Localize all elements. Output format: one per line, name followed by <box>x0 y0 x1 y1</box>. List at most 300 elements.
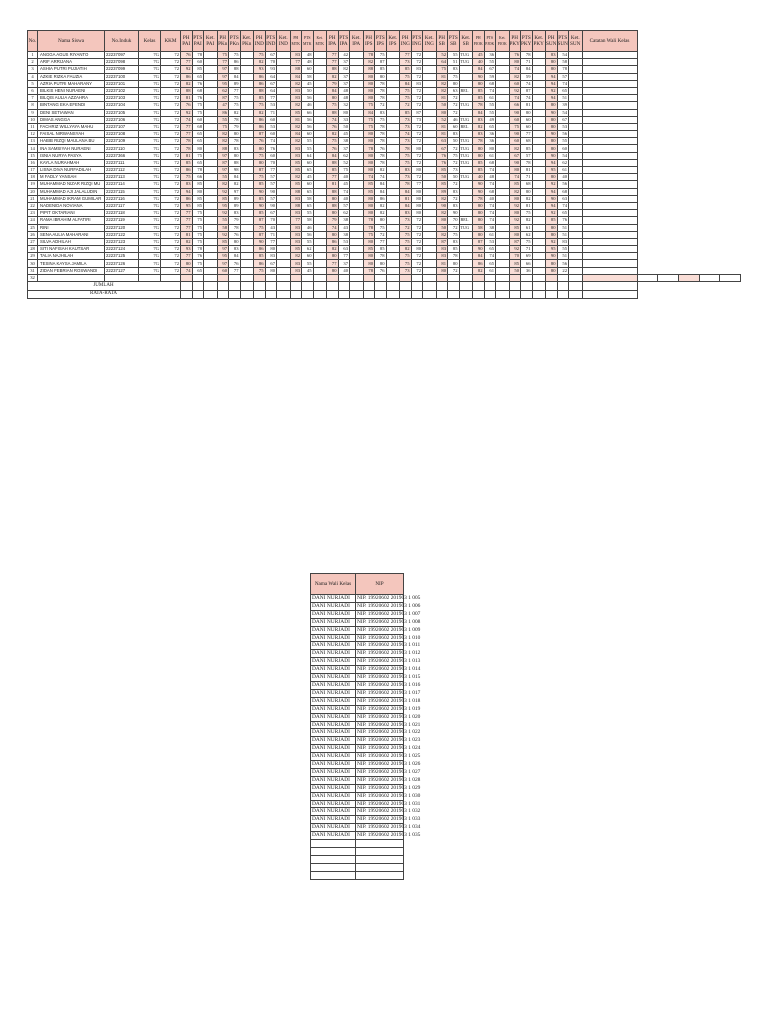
table-cell: 82 <box>217 131 229 138</box>
table-cell: 80 <box>363 95 375 102</box>
table-cell: 86 <box>217 109 229 116</box>
table-cell: 72 <box>161 52 181 59</box>
table-cell <box>459 202 473 209</box>
table-cell: 81 <box>181 231 193 238</box>
wali-name-cell: DANI NURJADI <box>311 776 356 784</box>
table-cell <box>423 109 437 116</box>
student-row <box>28 188 741 195</box>
table-cell: 7G <box>139 123 161 130</box>
table-cell <box>240 52 254 59</box>
table-cell: 73 <box>400 217 412 224</box>
table-cell: 65 <box>302 202 314 209</box>
table-cell: 40 <box>473 59 485 66</box>
table-cell <box>240 253 254 260</box>
table-cell: 83 <box>557 238 569 245</box>
table-cell <box>240 95 254 102</box>
homeroom-row <box>311 721 404 729</box>
table-cell: 55 <box>302 138 314 145</box>
table-cell: 78 <box>192 246 204 253</box>
table-cell: 7G <box>139 80 161 87</box>
table-cell: 88 <box>327 109 339 116</box>
homeroom-note-cell <box>582 174 637 181</box>
table-cell: 61 <box>484 231 496 238</box>
table-cell <box>277 238 291 245</box>
homeroom-note-cell <box>582 181 637 188</box>
table-cell <box>204 290 218 299</box>
homeroom-teacher-table <box>310 573 421 880</box>
table-cell: 7G <box>139 138 161 145</box>
table-cell <box>277 167 291 174</box>
nip-cell <box>356 840 404 848</box>
table-cell: 80 <box>509 59 521 66</box>
table-cell: 82 <box>254 59 266 66</box>
table-cell: 86 <box>254 123 266 130</box>
table-cell: 75 <box>254 102 266 109</box>
table-cell <box>459 95 473 102</box>
table-cell: 75 <box>192 217 204 224</box>
table-cell <box>532 80 546 87</box>
table-cell <box>386 167 400 174</box>
table-cell <box>496 145 510 152</box>
table-cell: TUG <box>459 116 473 123</box>
table-cell <box>350 73 364 80</box>
table-cell: 72 <box>448 95 460 102</box>
table-cell: 80 <box>363 260 375 267</box>
table-cell: 22237103 <box>105 95 139 102</box>
table-cell <box>181 274 193 281</box>
table-cell: 80 <box>327 210 339 217</box>
table-cell: 56 <box>302 95 314 102</box>
table-cell: 59 <box>484 73 496 80</box>
wali-name-cell: DANI NURJADI <box>311 753 356 761</box>
table-cell <box>265 274 277 281</box>
homeroom-note-cell <box>582 159 637 166</box>
column-header: PH ING <box>400 31 412 52</box>
table-cell: 85 <box>436 181 448 188</box>
table-cell: 80 <box>265 267 277 274</box>
table-cell <box>350 253 364 260</box>
table-cell <box>254 290 266 299</box>
table-cell <box>240 145 254 152</box>
table-cell <box>313 145 327 152</box>
table-cell: 72 <box>161 181 181 188</box>
table-cell: 92 <box>509 202 521 209</box>
table-cell <box>240 59 254 66</box>
table-cell: 68 <box>192 123 204 130</box>
table-cell: 87 <box>254 217 266 224</box>
table-cell: 77 <box>375 238 387 245</box>
student-row <box>28 174 741 181</box>
table-cell <box>411 274 423 281</box>
table-cell: TUG <box>459 152 473 159</box>
table-cell: 75 <box>327 138 339 145</box>
table-cell <box>532 282 546 291</box>
table-cell <box>204 181 218 188</box>
table-cell: 72 <box>411 95 423 102</box>
student-row <box>28 195 741 202</box>
table-cell <box>546 282 558 291</box>
table-cell: 97 <box>217 73 229 80</box>
table-cell <box>277 260 291 267</box>
wali-name-cell: DANI NURJADI <box>311 761 356 769</box>
table-cell: 75 <box>400 231 412 238</box>
table-cell: 83 <box>448 238 460 245</box>
table-cell: 64 <box>436 59 448 66</box>
homeroom-row <box>311 855 404 863</box>
wali-name-cell: DANI NURJADI <box>311 650 356 658</box>
table-cell: 73 <box>448 167 460 174</box>
table-cell <box>386 188 400 195</box>
table-cell <box>313 188 327 195</box>
table-cell: 75 <box>400 87 412 94</box>
table-cell: 80 <box>546 66 558 73</box>
table-cell <box>557 282 569 291</box>
table-cell: 37 <box>338 73 350 80</box>
table-cell: NADENIDA NOVIANA <box>38 202 105 209</box>
column-header: No. <box>28 31 38 52</box>
table-cell <box>423 80 437 87</box>
table-cell: 78 <box>229 116 241 123</box>
table-cell: 60 <box>448 123 460 130</box>
table-cell <box>496 167 510 174</box>
table-cell: 59 <box>521 73 533 80</box>
table-cell: 83 <box>400 167 412 174</box>
table-cell: 40 <box>338 174 350 181</box>
table-cell <box>313 260 327 267</box>
column-header: Ket. PKY <box>532 31 546 52</box>
table-cell: 83 <box>181 181 193 188</box>
table-cell: 77 <box>229 87 241 94</box>
table-cell: 7G <box>139 159 161 166</box>
table-cell: 77 <box>400 52 412 59</box>
table-cell: 22237102 <box>105 87 139 94</box>
table-cell <box>496 181 510 188</box>
table-cell: 81 <box>521 202 533 209</box>
table-cell: 95 <box>546 246 558 253</box>
table-cell <box>313 282 327 291</box>
table-cell: 86 <box>254 80 266 87</box>
table-cell: 97 <box>217 167 229 174</box>
table-cell: 55 <box>217 217 229 224</box>
table-cell: 75 <box>448 231 460 238</box>
table-cell: 78 <box>192 167 204 174</box>
table-cell: 92 <box>181 66 193 73</box>
table-cell <box>350 95 364 102</box>
table-cell: 72 <box>161 131 181 138</box>
table-cell: 82 <box>436 195 448 202</box>
table-cell: 55 <box>557 138 569 145</box>
table-cell: 71 <box>265 231 277 238</box>
table-cell <box>484 274 496 281</box>
table-cell <box>313 174 327 181</box>
table-cell <box>240 159 254 166</box>
nip-cell: NIP. 19920602 201903 1 020 <box>357 713 421 720</box>
table-cell: 94 <box>546 80 558 87</box>
table-cell <box>386 159 400 166</box>
table-cell <box>569 246 583 253</box>
table-cell: 72 <box>448 224 460 231</box>
table-cell: 80 <box>411 188 423 195</box>
nip-cell: NIP. 19920602 201903 1 033 <box>357 816 421 823</box>
table-cell: 75 <box>363 102 375 109</box>
total-row <box>28 282 741 291</box>
homeroom-note-cell <box>582 102 637 109</box>
table-cell: 48 <box>338 87 350 94</box>
table-cell <box>338 282 350 291</box>
table-cell: TUG <box>459 224 473 231</box>
student-row <box>28 116 741 123</box>
table-cell: 83 <box>290 224 302 231</box>
table-cell: 92 <box>546 210 558 217</box>
wali-name-cell: DANI NURJADI <box>311 634 356 642</box>
table-cell: 21 <box>28 195 38 202</box>
table-cell <box>386 152 400 159</box>
table-cell: 77 <box>265 238 277 245</box>
table-cell: 45 <box>302 174 314 181</box>
table-cell <box>569 267 583 274</box>
wali-name-cell: DANI NURJADI <box>311 618 356 626</box>
homeroom-row <box>311 792 404 800</box>
table-cell <box>313 80 327 87</box>
table-cell: 62 <box>557 159 569 166</box>
table-cell <box>204 260 218 267</box>
table-cell <box>496 210 510 217</box>
table-cell: 72 <box>411 73 423 80</box>
table-cell: 76 <box>229 231 241 238</box>
homeroom-note-cell <box>582 260 637 267</box>
table-cell <box>569 274 583 281</box>
table-cell: 50 <box>448 138 460 145</box>
table-cell: 45 <box>302 267 314 274</box>
table-cell <box>350 59 364 66</box>
table-cell: 86 <box>181 73 193 80</box>
table-cell: 46 <box>448 116 460 123</box>
table-cell <box>386 253 400 260</box>
table-cell: 75 <box>254 52 266 59</box>
table-cell: 76 <box>181 52 193 59</box>
table-cell: 60 <box>265 152 277 159</box>
table-cell <box>423 145 437 152</box>
wali-name-cell: DANI NURJADI <box>311 832 356 840</box>
table-cell: 78 <box>375 159 387 166</box>
table-cell: 7G <box>139 195 161 202</box>
student-row <box>28 138 741 145</box>
table-cell: 7G <box>139 95 161 102</box>
table-cell: 78 <box>363 267 375 274</box>
table-cell <box>496 238 510 245</box>
table-cell: 80 <box>375 260 387 267</box>
homeroom-note-cell <box>582 231 637 238</box>
table-cell: 82 <box>363 59 375 66</box>
table-cell: 57 <box>265 195 277 202</box>
table-cell: 88 <box>327 202 339 209</box>
table-cell: 82 <box>217 138 229 145</box>
table-cell: 22237107 <box>105 123 139 130</box>
table-cell <box>204 123 218 130</box>
table-cell: 80 <box>338 109 350 116</box>
column-header: PTS SUN <box>557 31 569 52</box>
table-cell: 22237105 <box>105 109 139 116</box>
table-cell <box>204 145 218 152</box>
table-cell: 80 <box>229 152 241 159</box>
table-cell <box>423 202 437 209</box>
table-cell: 60 <box>509 116 521 123</box>
wali-name-cell: DANI NURJADI <box>311 784 356 792</box>
table-cell: 86 <box>473 260 485 267</box>
table-cell: 76 <box>436 159 448 166</box>
table-cell: 77 <box>181 217 193 224</box>
table-cell: 72 <box>448 109 460 116</box>
table-cell: 73 <box>400 138 412 145</box>
table-cell: 68 <box>484 188 496 195</box>
table-cell: 85 <box>290 159 302 166</box>
table-cell: 84 <box>400 80 412 87</box>
table-cell: 75 <box>448 73 460 80</box>
table-cell: 85 <box>181 159 193 166</box>
homeroom-note-cell <box>582 95 637 102</box>
table-cell <box>532 210 546 217</box>
table-cell <box>363 274 375 281</box>
table-cell: 78 <box>375 131 387 138</box>
table-cell: 77 <box>327 52 339 59</box>
table-cell: 9 <box>28 109 38 116</box>
table-cell: TESINA KAYSA JAMILA <box>38 260 105 267</box>
table-cell: 7G <box>139 87 161 94</box>
table-cell: 60 <box>192 59 204 66</box>
table-cell <box>350 52 364 59</box>
table-cell: 95 <box>217 202 229 209</box>
table-cell <box>386 282 400 291</box>
table-cell: 88 <box>327 66 339 73</box>
table-cell: 61 <box>557 167 569 174</box>
table-cell: 80 <box>363 238 375 245</box>
table-cell: 77 <box>181 59 193 66</box>
table-cell: 83 <box>290 95 302 102</box>
table-cell: 83 <box>290 145 302 152</box>
table-cell <box>484 290 496 299</box>
table-cell: 75 <box>375 52 387 59</box>
table-cell: 75 <box>254 224 266 231</box>
table-cell: 60 <box>217 267 229 274</box>
table-cell: 82 <box>436 80 448 87</box>
table-cell <box>386 52 400 59</box>
table-cell: 82 <box>473 123 485 130</box>
table-cell <box>459 131 473 138</box>
table-cell <box>459 253 473 260</box>
table-cell: 82 <box>290 80 302 87</box>
table-cell <box>473 290 485 299</box>
table-cell: 28 <box>28 246 38 253</box>
table-cell: 72 <box>411 152 423 159</box>
table-cell: 72 <box>411 224 423 231</box>
table-cell: 68 <box>192 87 204 94</box>
table-cell: 75 <box>400 73 412 80</box>
table-cell: 80 <box>363 202 375 209</box>
table-cell: 95 <box>546 167 558 174</box>
table-cell: 25 <box>28 224 38 231</box>
table-cell: 22237116 <box>105 195 139 202</box>
table-cell <box>569 95 583 102</box>
table-cell: 55 <box>484 102 496 109</box>
wali-name-cell: DANI NURJADI <box>311 666 356 674</box>
table-cell <box>204 66 218 73</box>
table-cell: 97 <box>229 188 241 195</box>
column-header: PH PKY <box>509 31 521 52</box>
column-header: PTS MTK <box>302 31 314 52</box>
table-cell: 82 <box>327 73 339 80</box>
table-cell <box>459 188 473 195</box>
table-cell <box>386 109 400 116</box>
table-cell: 66 <box>509 102 521 109</box>
table-cell: 67 <box>265 260 277 267</box>
table-cell: 20 <box>28 188 38 195</box>
table-cell <box>313 210 327 217</box>
table-cell: 86 <box>375 195 387 202</box>
table-cell <box>532 217 546 224</box>
table-cell <box>240 131 254 138</box>
table-cell: 85 <box>290 181 302 188</box>
table-cell <box>532 238 546 245</box>
table-cell: 75 <box>229 95 241 102</box>
homeroom-note-cell <box>582 80 637 87</box>
table-cell <box>459 246 473 253</box>
table-cell: FAISAL NIRWANSYAH <box>38 131 105 138</box>
table-cell: 70 <box>448 217 460 224</box>
table-cell: 71 <box>521 174 533 181</box>
table-cell: 75 <box>363 231 375 238</box>
table-cell: 87 <box>375 59 387 66</box>
table-cell: 74 <box>484 167 496 174</box>
table-cell: 77 <box>411 181 423 188</box>
homeroom-note-cell <box>582 195 637 202</box>
table-cell <box>327 290 339 299</box>
table-cell: 85 <box>448 246 460 253</box>
table-cell: 70 <box>265 217 277 224</box>
table-cell: 79 <box>327 217 339 224</box>
table-cell: PIPIT OKTARIANI <box>38 210 105 217</box>
table-cell: 60 <box>521 123 533 130</box>
table-cell <box>240 202 254 209</box>
table-cell: 22237127 <box>105 267 139 274</box>
table-cell <box>277 159 291 166</box>
table-cell: 7G <box>139 167 161 174</box>
table-cell: 78 <box>181 138 193 145</box>
student-row <box>28 145 741 152</box>
table-cell: 82 <box>375 210 387 217</box>
table-cell: 82 <box>509 73 521 80</box>
table-cell: 94 <box>546 95 558 102</box>
table-cell: 87 <box>473 238 485 245</box>
table-cell: 22237120 <box>105 224 139 231</box>
homeroom-row <box>311 753 404 761</box>
student-row <box>28 159 741 166</box>
table-cell <box>386 145 400 152</box>
table-cell: 76 <box>229 260 241 267</box>
table-cell: 52 <box>436 52 448 59</box>
table-cell: 88 <box>217 145 229 152</box>
student-row <box>28 95 741 102</box>
table-cell: 60 <box>302 66 314 73</box>
table-cell: 75 <box>375 224 387 231</box>
table-cell <box>496 274 510 281</box>
table-cell <box>350 260 364 267</box>
homeroom-row <box>311 847 404 855</box>
table-cell: 82 <box>290 174 302 181</box>
table-cell: RAMA IBRAHIM ALFATIRI <box>38 217 105 224</box>
table-cell: 72 <box>411 102 423 109</box>
table-cell: 83 <box>375 109 387 116</box>
table-cell <box>265 282 277 291</box>
